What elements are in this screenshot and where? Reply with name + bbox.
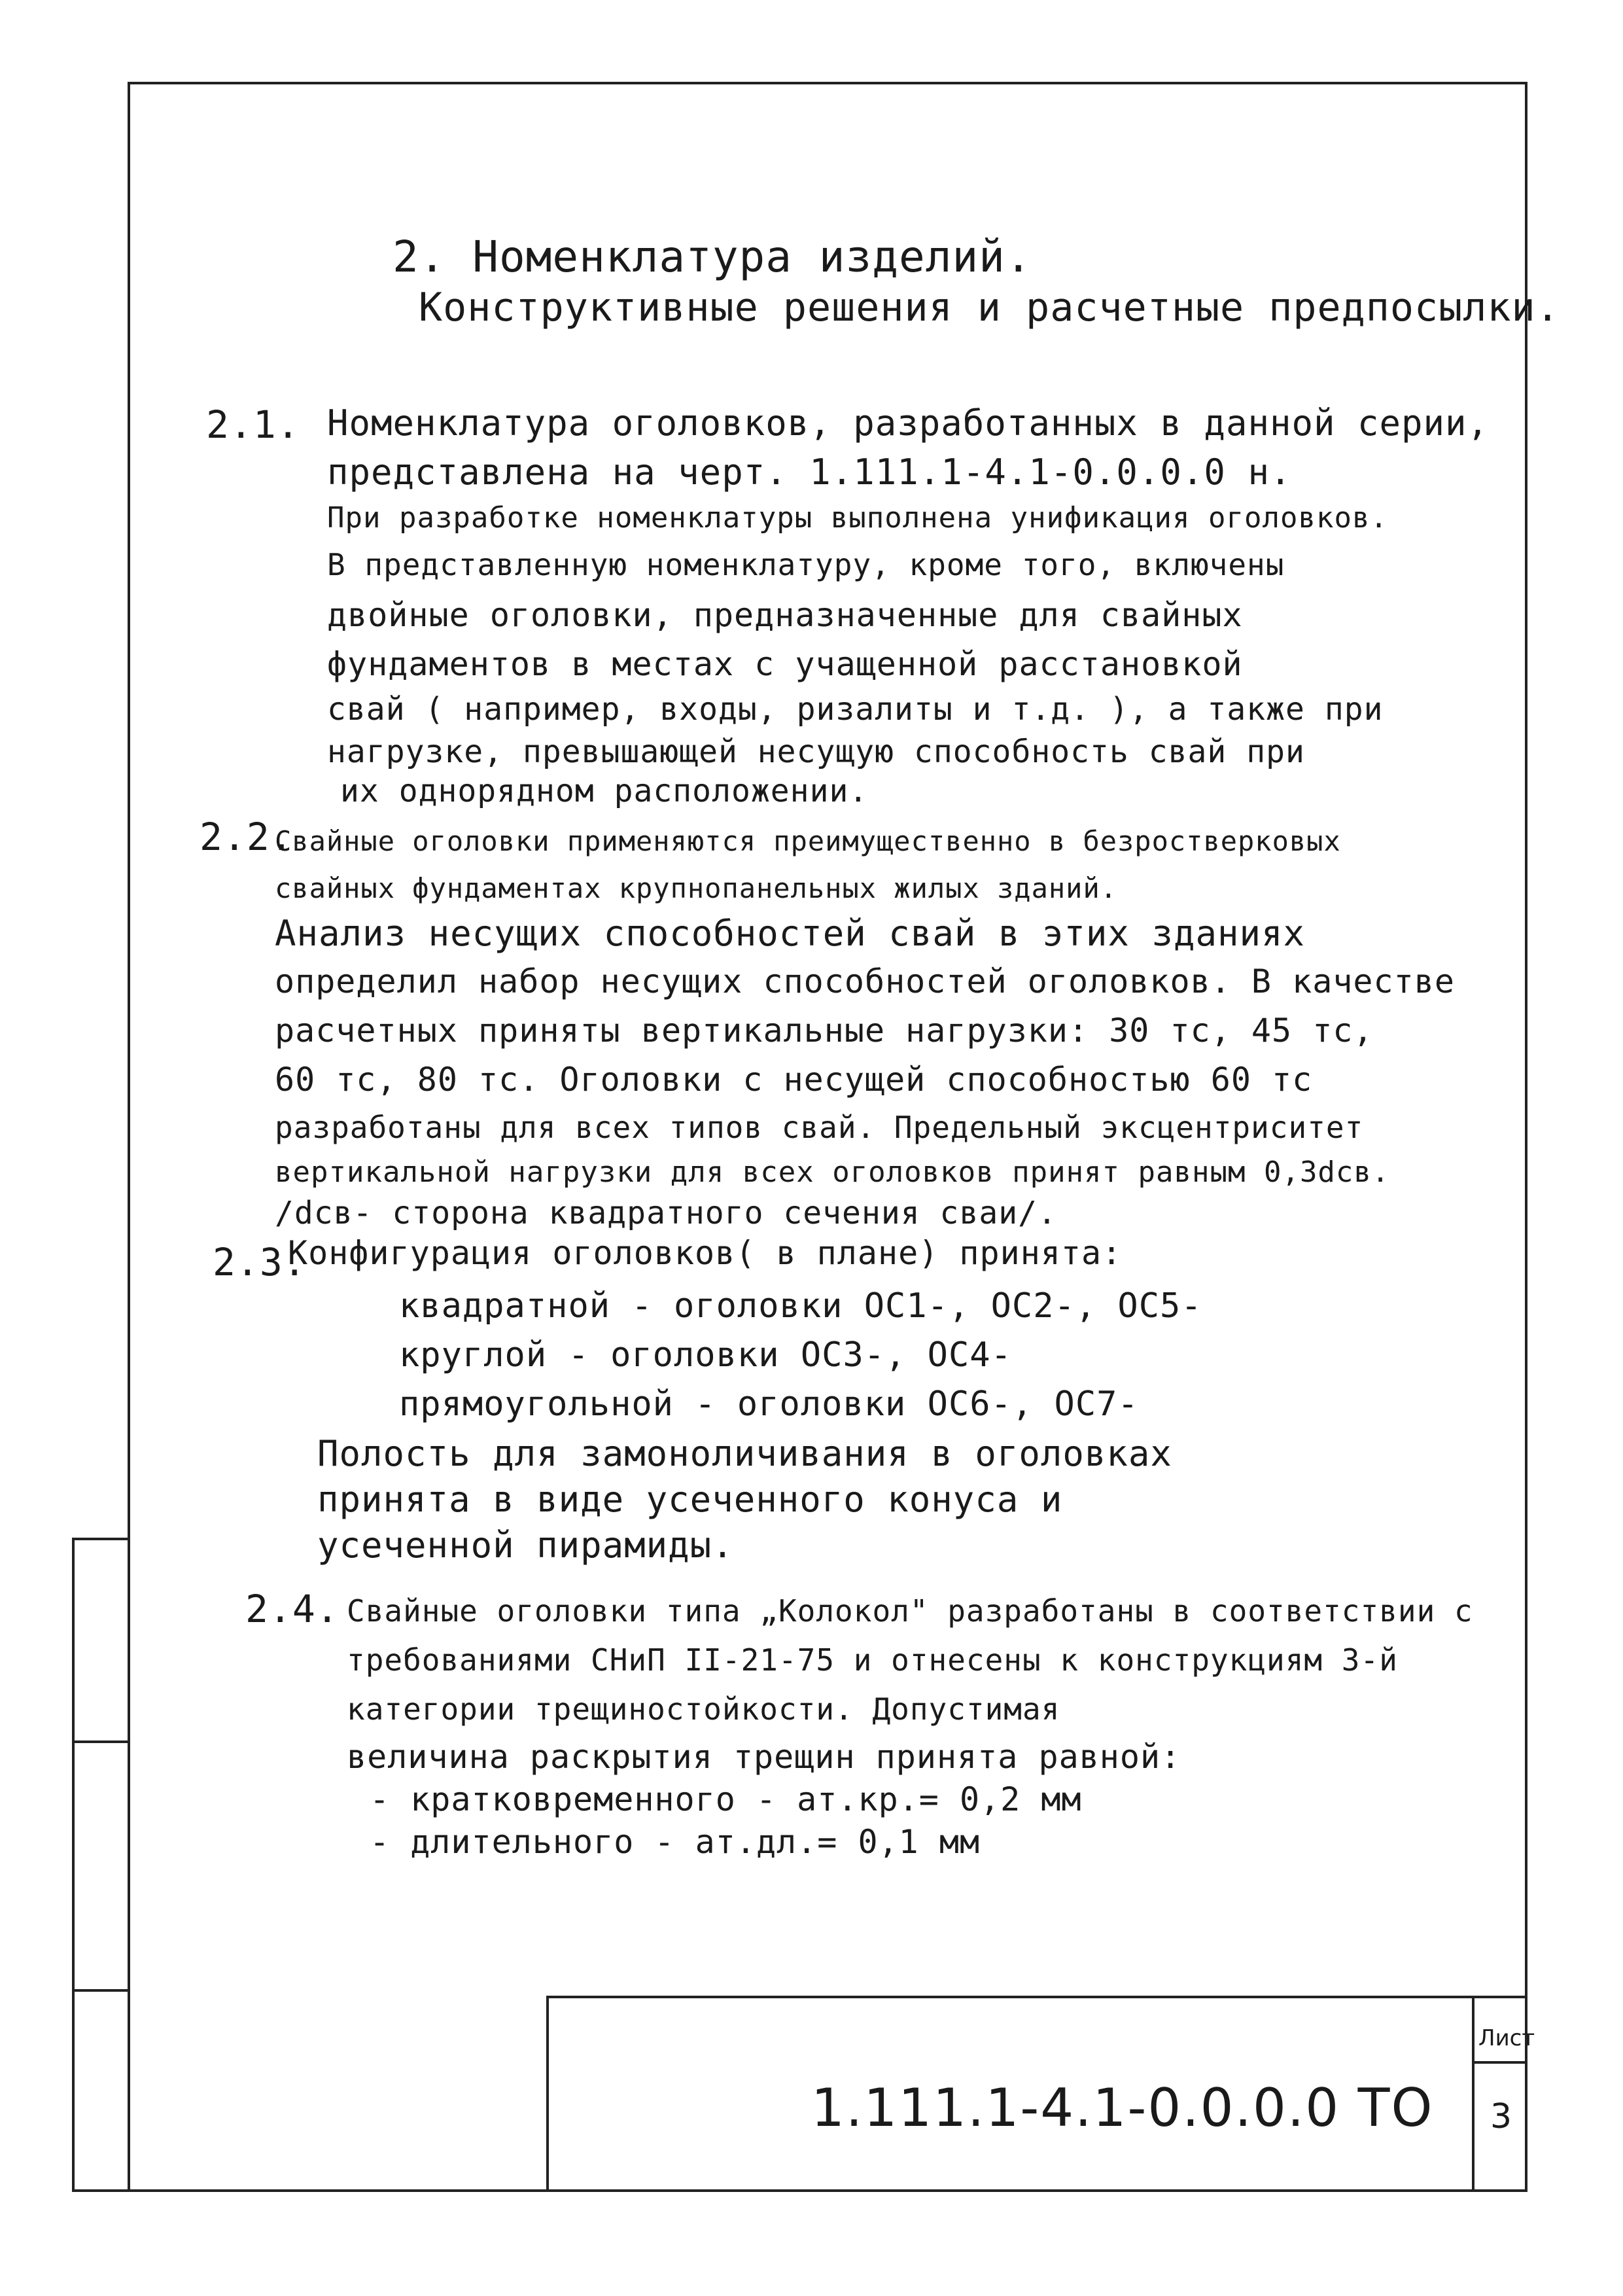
item-line: принята в виде усеченного конуса и <box>317 1479 1063 1520</box>
item-line: свай ( например, входы, ризалиты и т.д. ), а также при <box>327 691 1384 728</box>
left-margin-tick <box>72 1989 128 1992</box>
item-line: Анализ несущих способностей свай в этих зданиях <box>275 913 1306 954</box>
item-line: Свайные оголовки типа „Колокол" разработаны в соответствии с требованиями СНиП II-21-75 и отнесены к конструкциям 3-й категории трещиностойкости. Допустимая <box>347 1593 1473 1727</box>
document-code: 1.111.1-4.1-0.0.0.0 ТО <box>811 2077 1434 2138</box>
item-line: - длительного - aт.дл.= 0,1 мм <box>370 1823 981 1861</box>
sheet-label-divider <box>1472 2061 1527 2064</box>
item-line: Конфигурация оголовков( в плане) принята: <box>288 1234 1123 1272</box>
item-number: 2.3. <box>213 1240 307 1284</box>
left-margin-tick <box>72 2189 128 2192</box>
item-line: расчетных приняты вертикальные нагрузки: 30 тс, 45 тс, <box>275 1012 1374 1050</box>
item-line: разработаны для всех типов свай. Предельный эксцентриситет <box>275 1110 1364 1145</box>
item-line: круглой - оголовки ОС3-, ОС4- <box>399 1335 1012 1375</box>
item-line: 60 тс, 80 тс. Оголовки с несущей способностью 60 тс <box>275 1061 1313 1099</box>
item-line: определил набор несущих способностей оголовков. В качестве <box>275 963 1455 1000</box>
sheet-number: 3 <box>1490 2097 1512 2136</box>
item-line: нагрузке, превышающей несущую способность свай при <box>327 733 1305 770</box>
item-line: фундаментов в местах с учащенной расстановкой <box>327 645 1243 683</box>
section-heading-line1: 2. Номенклатура изделий. <box>393 232 1032 282</box>
item-line: величина раскрытия трещин принята равной: <box>347 1738 1181 1776</box>
item-line: двойные оголовки, предназначенные для свайных <box>327 596 1243 634</box>
item-line: прямоугольной - оголовки ОС6-, ОС7- <box>399 1385 1139 1424</box>
item-line: вертикальной нагрузки для всех оголовков принят равным 0,3dсв. <box>275 1156 1390 1189</box>
left-margin-tick <box>72 1538 128 1540</box>
item-line: квадратной - оголовки ОС1-, ОС2-, ОС5- <box>399 1286 1202 1326</box>
item-line: Номенклатура оголовков, разработанных в данной серии, <box>327 402 1490 444</box>
item-line: Свайные оголовки применяются преимущественно в безростверковых свайных фундаментах крупнопанельных жилых зданий. <box>275 825 1341 904</box>
item-number: 2.4. <box>245 1587 340 1631</box>
item-line: усеченной пирамиды. <box>317 1525 734 1566</box>
item-line: Полость для замоноличивания в оголовках <box>317 1433 1172 1474</box>
item-line: их однорядном расположении. <box>340 773 869 809</box>
title-block-divider <box>1472 1996 1475 2192</box>
section-heading-line2: Конструктивные решения и расчетные предпосылки. <box>419 285 1560 330</box>
sheet-label: Лист <box>1478 2025 1535 2051</box>
item-line: При разработке номенклатуры выполнена унификация оголовков. <box>327 501 1388 535</box>
left-margin-tick <box>72 1740 128 1743</box>
item-line: В представленную номенклатуру, кроме того, включены <box>327 547 1285 582</box>
item-line: /dсв- сторона квадратного сечения сваи/. <box>275 1195 1057 1231</box>
item-number: 2.1. <box>206 402 300 447</box>
item-number: 2.2. <box>200 815 294 859</box>
left-margin-line <box>72 1538 75 2192</box>
item-line: - кратковременного - aт.кр.= 0,2 мм <box>370 1780 1082 1818</box>
item-line: представлена на черт. 1.111.1-4.1-0.0.0.0 н. <box>327 451 1292 493</box>
